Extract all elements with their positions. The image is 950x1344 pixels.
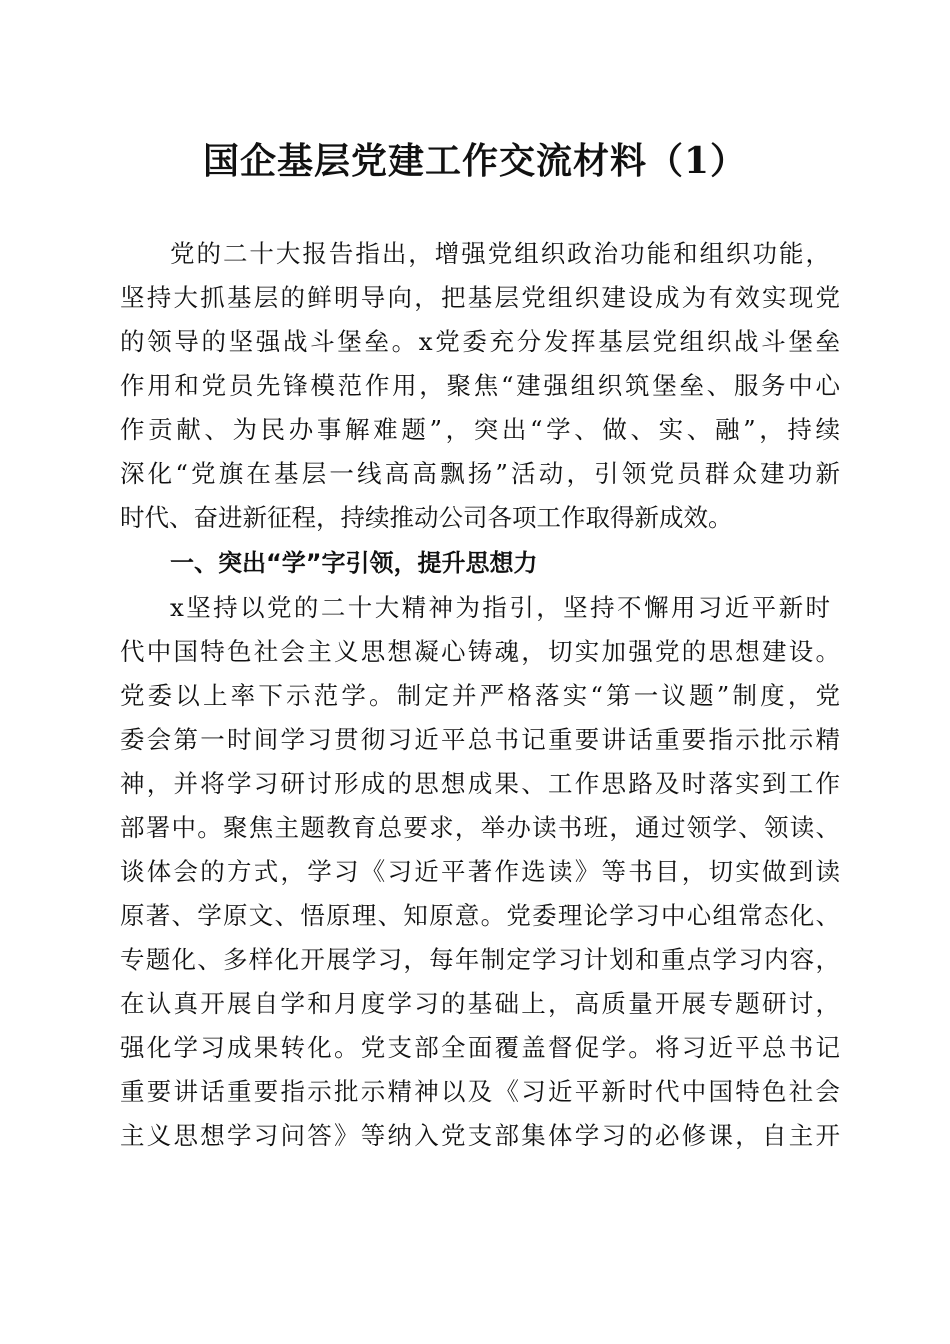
section-1-line-5: 神，并将学习研讨形成的思想成果、工作思路及时落实到工作 xyxy=(120,769,840,798)
intro-line-6: 深化“党旗在基层一线高高飘扬”活动，引领党员群众建功新 xyxy=(120,459,840,488)
intro-line-4: 作用和党员先锋模范作用，聚焦“建强组织筑堡垒、服务中心 xyxy=(120,371,840,400)
section-1-line-2: 代中国特色社会主义思想凝心铸魂，切实加强党的思想建设。 xyxy=(120,637,840,666)
intro-line-3: 的领导的坚强战斗堡垒。x党委充分发挥基层党组织战斗堡垒 xyxy=(120,327,840,356)
intro-line-1: 党的二十大报告指出，增强党组织政治功能和组织功能， xyxy=(170,239,830,268)
section-1-line-6: 部署中。聚焦主题教育总要求，举办读书班，通过领学、领读、 xyxy=(120,813,840,842)
section-1-line-3: 党委以上率下示范学。制定并严格落实“第一议题”制度，党 xyxy=(120,681,840,710)
section-1-line-8: 原著、学原文、悟原理、知原意。党委理论学习中心组常态化、 xyxy=(120,901,840,930)
section-1-line-11: 强化学习成果转化。党支部全面覆盖督促学。将习近平总书记 xyxy=(120,1033,840,1062)
section-1-line-13: 主义思想学习问答》等纳入党支部集体学习的必修课，自主开 xyxy=(120,1121,840,1150)
section-1-line-12: 重要讲话重要指示批示精神以及《习近平新时代中国特色社会 xyxy=(120,1077,840,1106)
section-1-line-4: 委会第一时间学习贯彻习近平总书记重要讲话重要指示批示精 xyxy=(120,725,840,754)
intro-line-7: 时代、奋进新征程，持续推动公司各项工作取得新成效。 xyxy=(120,503,733,532)
section-1-heading: 一、突出“学”字引领，提升思想力 xyxy=(170,549,538,577)
section-1-line-9: 专题化、多样化开展学习，每年制定学习计划和重点学习内容， xyxy=(120,945,840,974)
section-1-line-1: x坚持以党的二十大精神为指引，坚持不懈用习近平新时 xyxy=(170,593,830,622)
intro-line-2: 坚持大抓基层的鲜明导向，把基层党组织建设成为有效实现党 xyxy=(120,283,840,312)
section-1-line-7: 谈体会的方式，学习《习近平著作选读》等书目，切实做到读 xyxy=(120,857,840,886)
intro-line-5: 作贡献、为民办事解难题”，突出“学、做、实、融”，持续 xyxy=(120,415,840,444)
document-title: 国企基层党建工作交流材料（1） xyxy=(202,140,748,182)
section-1-line-10: 在认真开展自学和月度学习的基础上，高质量开展专题研讨， xyxy=(120,989,840,1018)
